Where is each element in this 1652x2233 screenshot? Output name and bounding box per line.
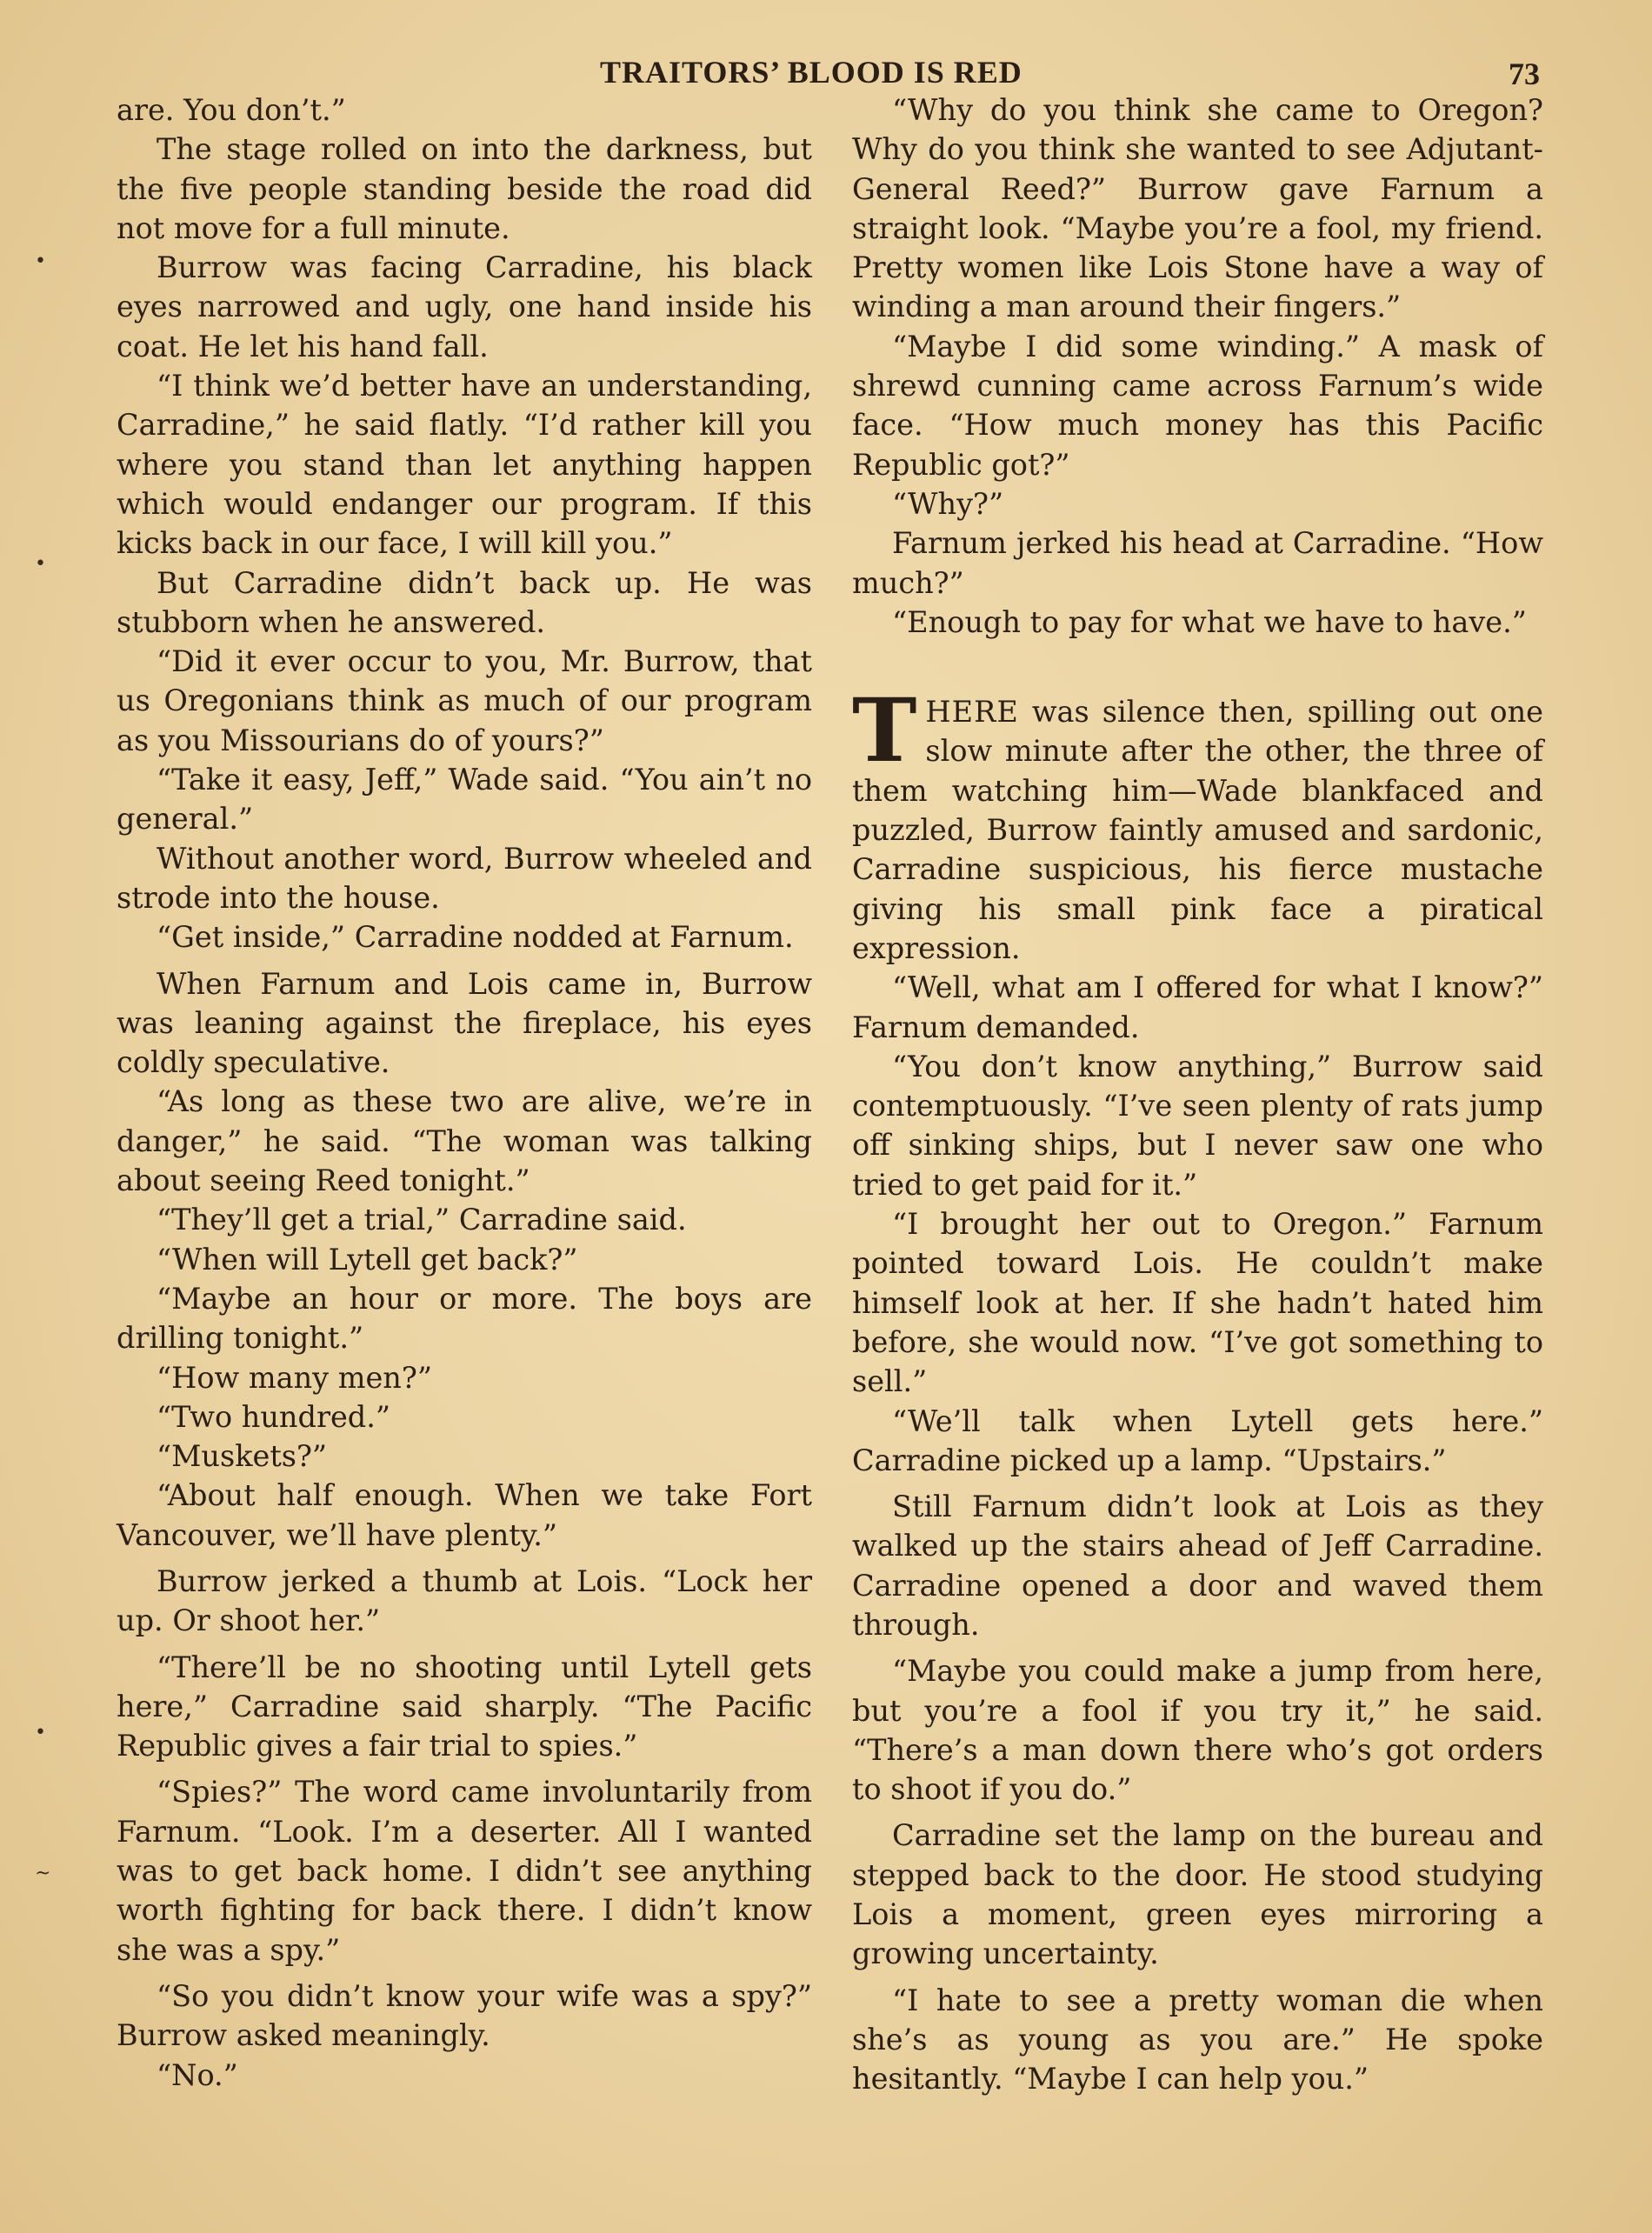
paragraph: Farnum jerked his head at Carradine. “How much?” (852, 526, 1543, 600)
margin-mark: • (35, 1722, 46, 1743)
page-number: 73 (1509, 57, 1540, 91)
paragraph: “As long as these two are alive, we’re in danger,” he said. “The woman was talking about seeing Reed tonight.” (117, 1084, 812, 1198)
paragraph: “Why?” (892, 486, 1004, 521)
paragraph: “Maybe an hour or more. The boys are drilling tonight.” (117, 1281, 812, 1356)
paragraph: “There’ll be no shooting until Lytell gets here,” Carradine said sharply. “The Pacific Republic gives a fair trial to spies.” (117, 1650, 812, 1763)
margin-mark: • (35, 553, 46, 575)
margin-mark: • (35, 250, 46, 272)
section-first-word: HERE (925, 695, 1019, 730)
paragraph: Without another word, Burrow wheeled and strode into the house. (117, 841, 812, 915)
paragraph: “Spies?” The word came involuntarily from Farnum. “Look. I’m a deserter. All I wanted was to get back home. I didn’t see anything worth fighting for back there. I didn’t know she was a spy.” (117, 1775, 812, 1967)
running-title: TRAITORS’ BLOOD IS RED (600, 55, 1023, 90)
paragraph: “Why do you think she came to Oregon? Why do you think she wanted to see Adjutant-General Reed?” Burrow gave Farnum a straight look. “Maybe you’re a fool, my friend. Pretty women like Lois Stone have a way of winding a man around their fingers.” (852, 93, 1543, 324)
paragraph: “Take it easy, Jeff,” Wade said. “You ain’t no general.” (117, 763, 812, 837)
paragraph: “No.” (157, 2057, 238, 2092)
paragraph: “I brought her out to Oregon.” Farnum pointed toward Lois. He couldn’t make himself look at her. If she hadn’t hated him before, she would now. “I’ve got something to sell.” (852, 1207, 1543, 1399)
paragraph: “I hate to see a pretty woman die when she’s as young as you are.” He spoke hesitantly. “Maybe I can help you.” (852, 1983, 1543, 2096)
paragraph: When Farnum and Lois came in, Burrow was leaning against the fireplace, his eyes coldly speculative. (117, 966, 812, 1080)
section-opening (852, 679, 1543, 968)
paragraph: Still Farnum didn’t look at Lois as they walked up the stairs ahead of Jeff Carradine. Carradine opened a door and waved them through. (852, 1490, 1543, 1642)
section-text: was silence then, spilling out one slow minute after the other, the three of them watching him—Wade blankfaced and puzzled, Burrow faintly amused and sardonic, Carradine suspicious, his fierce mustache giving his small pink face a piratical expression. (852, 695, 1543, 965)
drop-cap: T (852, 679, 917, 783)
paragraph: are. You don’t.” (117, 93, 346, 127)
paragraph: “Two hundred.” (157, 1399, 390, 1434)
paragraph: “How many men?” (157, 1360, 432, 1395)
paragraph: “About half enough. When we take Fort Vancouver, we’ll have plenty.” (117, 1478, 812, 1552)
paragraph: “Well, what am I offered for what I know?” Farnum demanded. (852, 970, 1543, 1044)
paragraph: “I think we’d better have an understanding, Carradine,” he said flatly. “I’d rather kill you where you stand than let anything happen which would endanger our program. If this kicks back in our face, I will kill you.” (117, 369, 812, 561)
paragraph: “Enough to pay for what we have to have.” (892, 604, 1527, 639)
paragraph: “We’ll talk when Lytell gets here.” Carradine picked up a lamp. “Upstairs.” (852, 1403, 1543, 1477)
paragraph: The stage rolled on into the darkness, but the five people standing beside the road did not move for a full minute. (117, 132, 812, 245)
paragraph: “Did it ever occur to you, Mr. Burrow, that us Oregonians think as much of our program as you Missourians do of yours?” (117, 644, 812, 757)
right-column (852, 90, 1543, 2099)
paragraph: “So you didn’t know your wife was a spy?” Burrow asked meaningly. (117, 1978, 812, 2053)
paragraph: “Get inside,” Carradine nodded at Farnum. (157, 920, 794, 955)
paragraph: “You don’t know anything,” Burrow said contemptuously. “I’ve seen plenty of rats jump off sinking ships, but I never saw one who tried to get paid for it.” (852, 1049, 1543, 1202)
paragraph: “Maybe I did some winding.” A mask of shrewd cunning came across Farnum’s wide face. “How much money has this Pacific Republic got?” (852, 329, 1543, 482)
left-column (117, 90, 812, 2095)
paragraph: “Maybe you could make a jump from here, but you’re a fool if you try it,” he said. “There’s a man down there who’s got orders to shoot if you do.” (852, 1654, 1543, 1807)
paragraph: But Carradine didn’t back up. He was stubborn when he answered. (117, 565, 812, 639)
paragraph: Carradine set the lamp on the bureau and stepped back to the door. He stood studying Lois a moment, green eyes mirroring a growing uncertainty. (852, 1818, 1543, 1971)
paragraph: Burrow jerked a thumb at Lois. “Lock her up. Or shoot her.” (117, 1563, 812, 1638)
margin-mark: ~ (35, 1863, 51, 1884)
paragraph: “When will Lytell get back?” (157, 1242, 578, 1276)
paragraph: Burrow was facing Carradine, his black eyes narrowed and ugly, one hand inside his coat. He let his hand fall. (117, 250, 812, 363)
paragraph: “They’ll get a trial,” Carradine said. (157, 1203, 687, 1237)
paragraph: “Muskets?” (157, 1439, 328, 1474)
